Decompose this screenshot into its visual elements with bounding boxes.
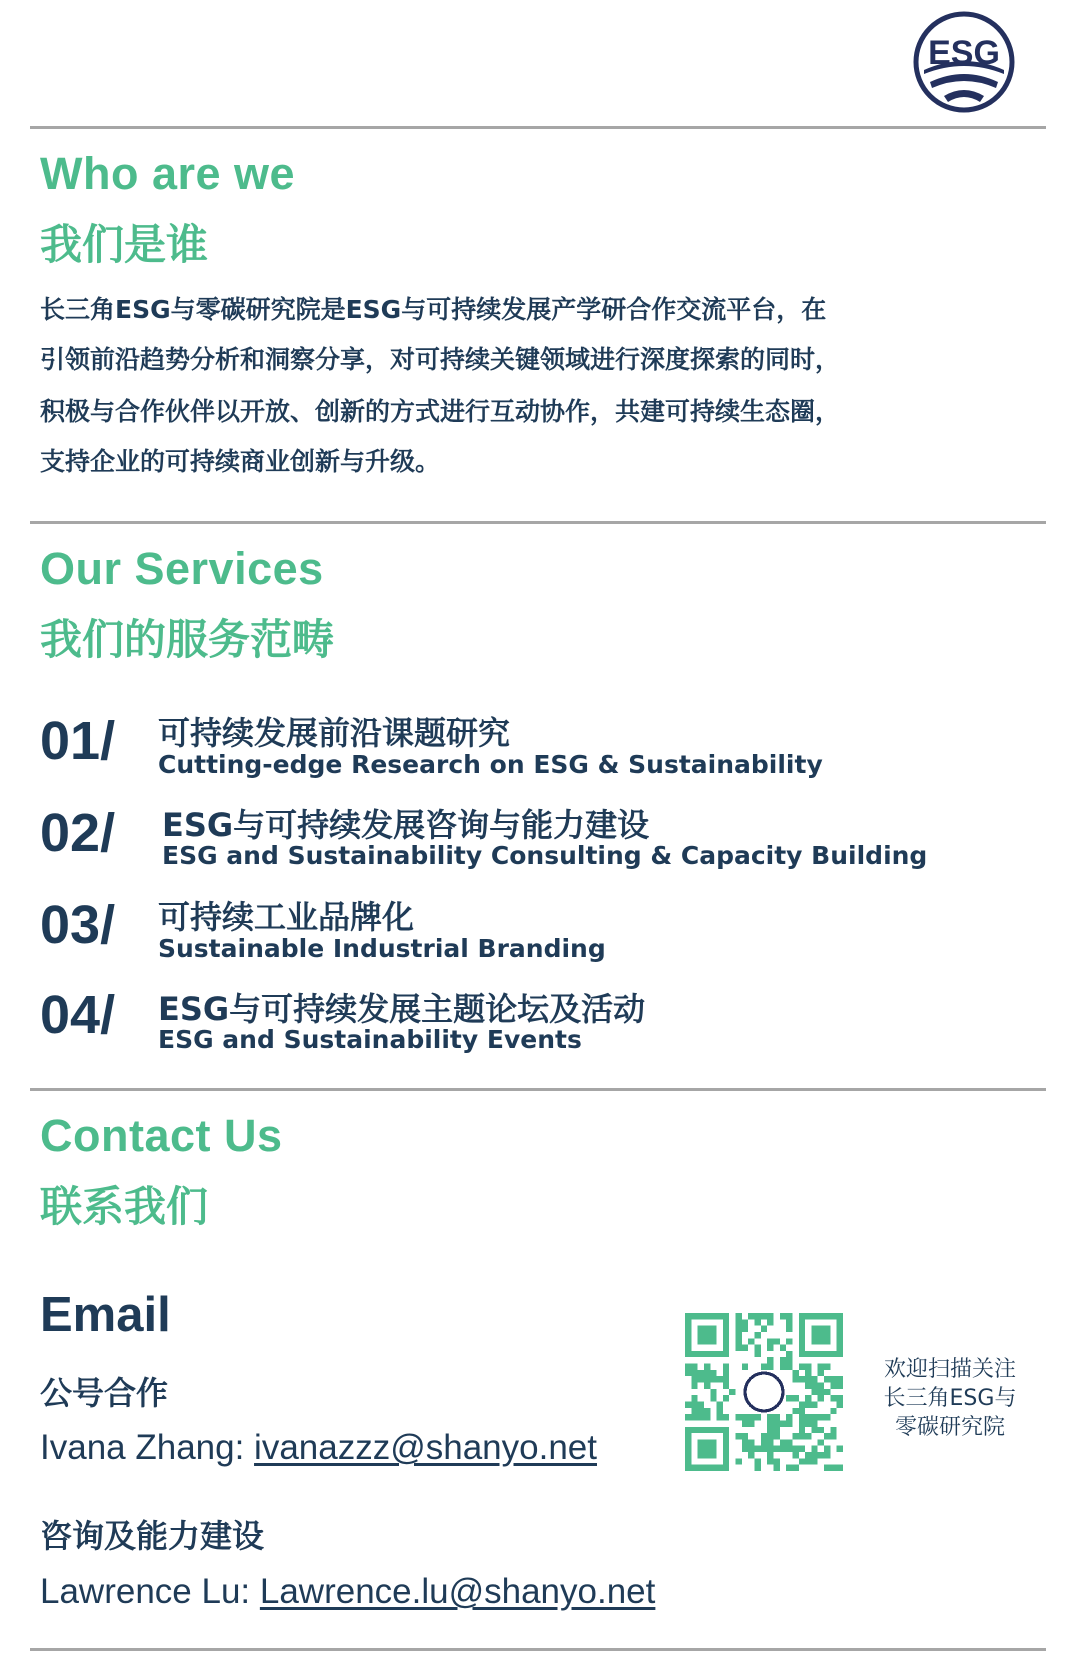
intro-line: 支持企业的可持续商业创新与升级。 [40,447,441,476]
service-number: 02/ [40,803,116,863]
contact-line [40,1572,655,1612]
intro-line: 积极与合作伙伴以开放、创新的方式进行互动协作，共建可持续生态圈， [40,397,841,426]
who-title-zh: 我们是谁 [40,220,209,269]
logo-text: ESG [928,34,1000,72]
qr-caption-line: 欢迎扫描关注 [883,1357,1016,1382]
service-title-en: ESG and Sustainability Events [158,1025,582,1054]
qr-caption [870,1355,1030,1442]
services-title-zh: 我们的服务范畴 [40,615,335,664]
qr-caption-line: 零碳研究院 [894,1415,1005,1440]
contact-label: 咨询及能力建设 [40,1517,265,1555]
qr-caption-line: 长三角ESG与 [883,1386,1017,1411]
qr-code[interactable] [685,1313,843,1471]
service-title-zh: ESG与可持续发展咨询与能力建设 [162,806,650,844]
intro-line: 引领前沿趋势分析和洞察分享，对可持续关键领域进行深度探索的同时， [40,345,841,374]
divider [30,521,1046,524]
contact-line [40,1428,597,1468]
service-title-zh: 可持续发展前沿课题研究 [158,714,511,752]
email-link[interactable]: ivanazzz@shanyo.net [254,1428,597,1467]
who-title-en: Who are we [40,148,296,199]
contact-title-zh: 联系我们 [40,1182,209,1231]
email-heading: Email [40,1288,171,1342]
divider [30,1088,1046,1091]
esg-logo [910,8,1018,116]
service-title-en: ESG and Sustainability Consulting & Capacity Building [162,841,928,870]
service-title-zh: ESG与可持续发展主题论坛及活动 [158,990,646,1028]
service-number: 01/ [40,711,116,771]
service-number: 04/ [40,985,116,1045]
service-title-en: Cutting-edge Research on ESG & Sustainability [158,750,823,779]
services-title-en: Our Services [40,543,324,594]
intro-line: 长三角ESG与零碳研究院是ESG与可持续发展产学研合作交流平台，在 [40,295,827,324]
contact-name: Lawrence Lu: [40,1572,260,1611]
email-link[interactable]: Lawrence.lu@shanyo.net [259,1572,656,1611]
divider [30,1648,1046,1651]
contact-title-en: Contact Us [40,1110,283,1161]
contact-name: Ivana Zhang: [40,1428,255,1467]
service-title-en: Sustainable Industrial Branding [158,934,606,963]
service-number: 03/ [40,895,116,955]
service-title-zh: 可持续工业品牌化 [158,898,415,936]
divider [30,126,1046,129]
contact-label: 公号合作 [40,1374,169,1412]
